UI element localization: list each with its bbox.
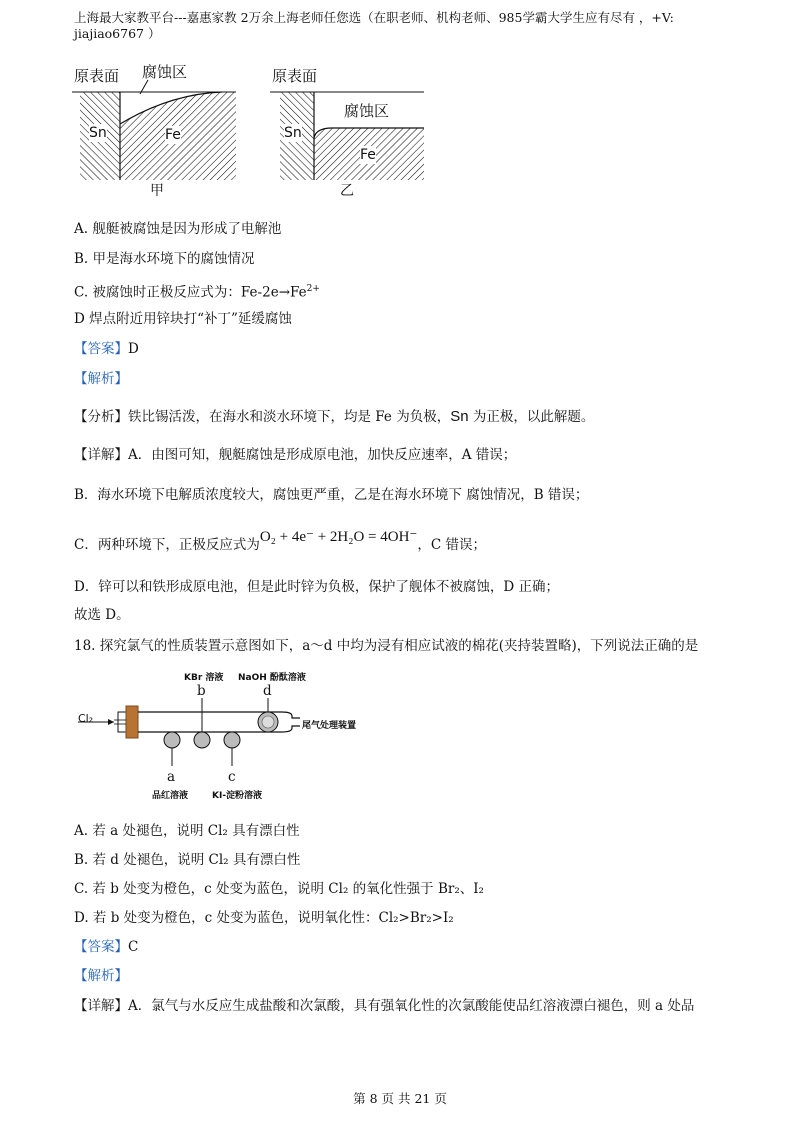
- left-sn-label: Sn: [89, 125, 107, 141]
- q18-analysis-tag: 【解析】: [74, 968, 128, 984]
- page-footer: 第 8 页 共 21 页: [353, 1091, 447, 1106]
- b-label: b: [197, 683, 206, 699]
- q17-conclusion: 故选 D。: [74, 607, 130, 623]
- q17-fenxi: 【分析】铁比锡活泼，在海水和淡水环境下，均是 Fe 为负极，Sn 为正极，以此解题。: [74, 408, 595, 425]
- a-label: a: [167, 769, 176, 785]
- q17-detail-c: C．两种环境下，正极反应式为O₂ + 4e⁻ + 2H₂O = 4OH⁻，C 错误；: [74, 529, 486, 553]
- c-reagent-label: KI-淀粉溶液: [212, 791, 263, 801]
- header-line-1: 上海最大家教平台---嘉惠家教 2万余上海老师任您选（在职老师、机构老师、985学霸大学生应有尽有 ，+V:: [74, 10, 674, 25]
- right-caption: 乙: [340, 183, 354, 199]
- cl2-label: Cl₂: [78, 712, 94, 725]
- corrosion-figure: [70, 58, 430, 200]
- left-zone-label: 腐蚀区: [142, 63, 188, 81]
- b-reagent-label: KBr 溶液: [184, 673, 224, 683]
- right-surface-label: 原表面: [272, 67, 318, 85]
- q18-option-b: B. 若 d 处褪色，说明 Cl₂ 具有漂白性: [74, 852, 301, 868]
- q18-option-a: A. 若 a 处褪色，说明 Cl₂ 具有漂白性: [74, 823, 300, 839]
- q18-stem: 18. 探究氯气的性质装置示意图如下，a～d 中均为浸有相应试液的棉花(夹持装置略)，下列说法正确的是: [74, 638, 699, 654]
- q17-option-d: D 焊点附近用锌块打“补丁”延缓腐蚀: [74, 311, 292, 327]
- q17-detail-b: B．海水环境下电解质浓度较大，腐蚀更严重，乙是在海水环境下 腐蚀情况，B 错误；: [74, 487, 589, 503]
- right-fe-label: Fe: [360, 147, 376, 163]
- apparatus-diagram: [70, 668, 400, 808]
- q17-option-c: C. 被腐蚀时正极反应式为：$Fe-2e\to Fe^{2+}$: [74, 284, 320, 301]
- left-fe-label: Fe: [165, 127, 181, 143]
- d-reagent-label: NaOH 酚酞溶液: [238, 673, 306, 683]
- q17-analysis-tag: 【解析】: [74, 371, 128, 387]
- q17-detail-d: D．锌可以和铁形成原电池，但是此时锌为负极，保护了舰体不被腐蚀，D 正确；: [74, 579, 559, 595]
- q18-option-d: D. 若 b 处变为橙色，c 处变为蓝色，说明氧化性：Cl₂>Br₂>I₂: [74, 910, 454, 926]
- left-surface-label: 原表面: [74, 67, 120, 85]
- header-line-2: jiajiao6767 ）: [74, 26, 161, 41]
- right-sn-label: Sn: [284, 125, 302, 141]
- a-reagent-label: 品红溶液: [152, 791, 189, 801]
- right-zone-label: 腐蚀区: [344, 102, 390, 120]
- q17-detail-a: 【详解】A．由图可知，舰艇腐蚀是形成原电池，加快反应速率，A 错误；: [74, 447, 517, 463]
- d-label: d: [263, 683, 272, 699]
- q17-option-b: B. 甲是海水环境下的腐蚀情况: [74, 251, 255, 267]
- q18-detail: 【详解】A．氯气与水反应生成盐酸和次氯酸，具有强氧化性的次氯酸能使品红溶液漂白褪色，则 a 处品: [74, 998, 695, 1014]
- tail-gas-label: 尾气处理装置: [302, 721, 357, 731]
- q17-answer: 【答案】D: [74, 341, 139, 357]
- q17-option-a: A. 舰艇被腐蚀是因为形成了电解池: [74, 221, 282, 237]
- c-label: c: [228, 769, 236, 785]
- left-caption: 甲: [150, 183, 164, 199]
- q18-option-c: C. 若 b 处变为橙色，c 处变为蓝色，说明 Cl₂ 的氧化性强于 Br₂、I₂: [74, 881, 484, 897]
- q18-answer: 【答案】C: [74, 939, 139, 955]
